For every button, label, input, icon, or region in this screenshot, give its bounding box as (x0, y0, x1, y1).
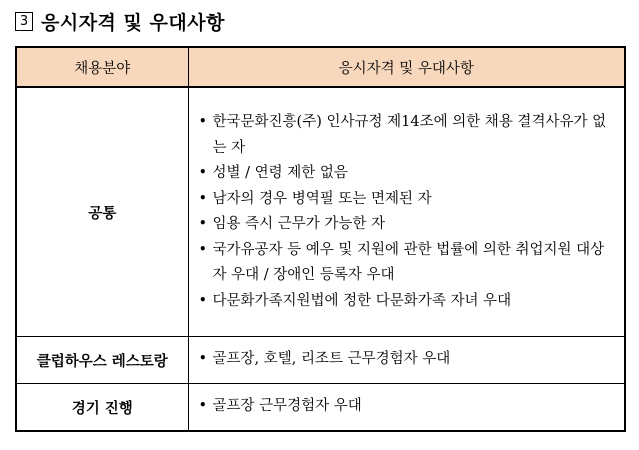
table-row (16, 87, 625, 337)
list-item (199, 394, 617, 420)
bullet-icon: • (198, 351, 208, 368)
list-item (199, 187, 617, 213)
qualifications-cell (188, 87, 625, 337)
list-item (199, 161, 617, 187)
bullet-icon: • (198, 114, 208, 130)
bullet-icon: • (198, 216, 208, 232)
field-cell: 클럽하우스 레스토랑 (16, 337, 188, 384)
bullet-icon: • (198, 165, 208, 181)
qualification-table (15, 46, 626, 432)
list-item (199, 238, 617, 289)
list-item (199, 212, 617, 238)
list-item (199, 347, 617, 373)
list-item-text: 남자의 경우 병역필 또는 면제된 자 (212, 190, 432, 207)
section-number-box: 3 (15, 12, 33, 31)
bullet-icon: • (198, 190, 208, 207)
qualifications-cell (188, 384, 625, 432)
list-item-text: 골프장 근무경험자 우대 (212, 398, 362, 415)
header-field: 채용분야 (16, 47, 188, 87)
bullet-icon: • (198, 241, 208, 258)
table-row (16, 384, 625, 432)
field-cell: 공통 (16, 87, 188, 337)
field-cell: 경기 진행 (16, 384, 188, 432)
header-qualifications: 응시자격 및 우대사항 (188, 47, 625, 87)
list-item-text: 성별 / 연령 제한 없음 (212, 165, 348, 181)
qualifications-cell (188, 337, 625, 384)
list-item-text: 국가유공자 등 예우 및 지원에 관한 법률에 의한 취업지원 대상자 우대 / 장애인 등록자 우대 (212, 241, 605, 283)
section-title: 응시자격 및 우대사항 (41, 11, 225, 34)
table-row (16, 337, 625, 384)
list-item-text: 골프장, 호텔, 리조트 근무경험자 우대 (212, 351, 451, 368)
list-item (199, 289, 617, 315)
table-header-row (16, 47, 625, 87)
section-heading (15, 6, 225, 36)
list-item (199, 110, 617, 161)
bullet-icon: • (198, 398, 208, 415)
bullet-icon: • (198, 292, 208, 309)
list-item-text: 임용 즉시 근무가 가능한 자 (212, 216, 386, 232)
list-item-text: 한국문화진흥(주) 인사규정 제14조에 의한 채용 결격사유가 없는 자 (212, 114, 607, 156)
list-item-text: 다문화가족지원법에 정한 다문화가족 자녀 우대 (212, 292, 512, 309)
